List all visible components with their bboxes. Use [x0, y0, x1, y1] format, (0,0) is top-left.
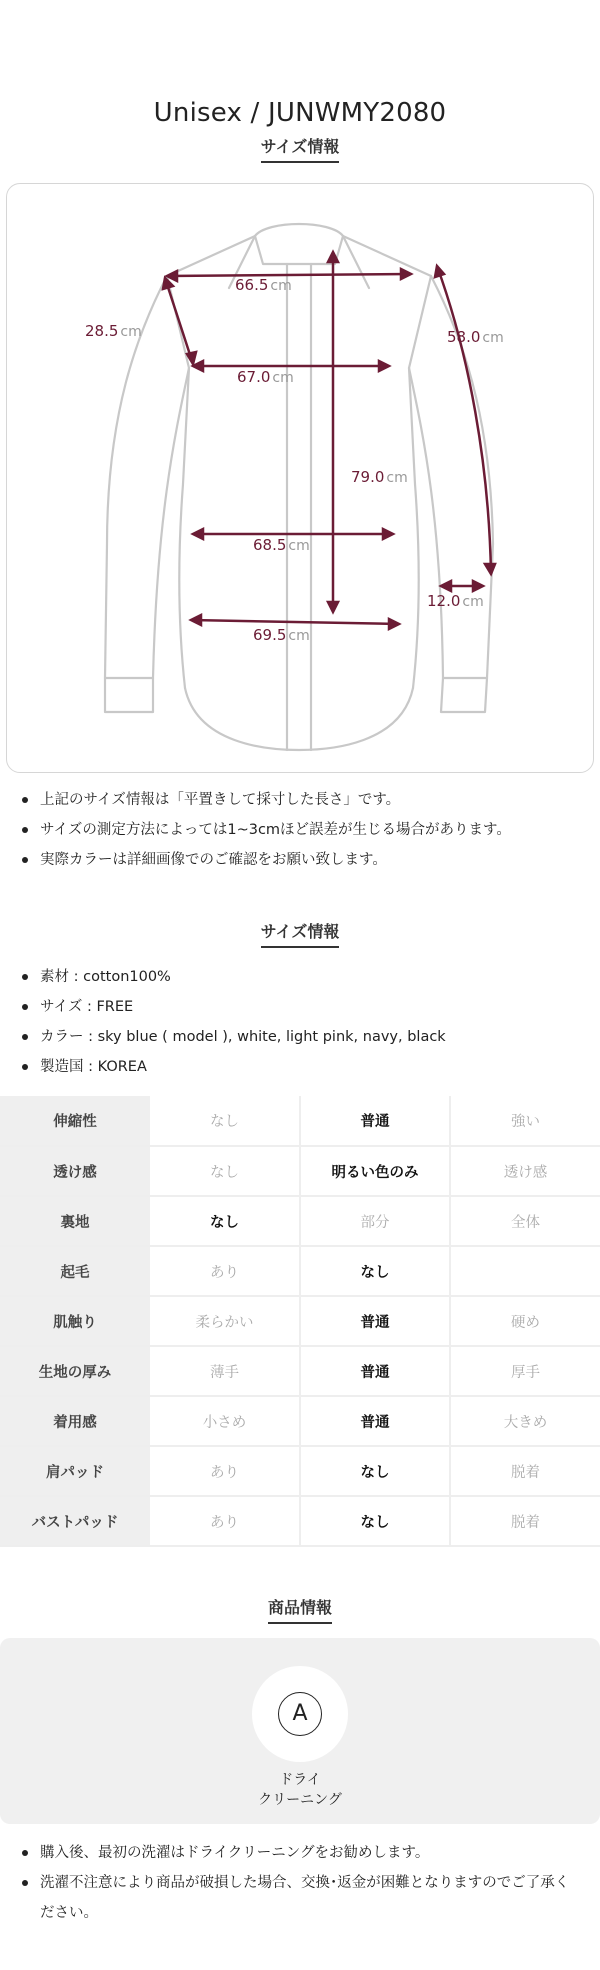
- attribute-label: 肩パッド: [0, 1446, 150, 1496]
- attribute-option: あり: [150, 1246, 300, 1296]
- armhole-measure: 28.5 cm: [85, 322, 142, 340]
- attribute-option: 厚手: [450, 1346, 600, 1396]
- attribute-option: なし: [300, 1246, 450, 1296]
- table-row: [0, 1396, 600, 1446]
- attribute-label: 生地の厚み: [0, 1346, 150, 1396]
- table-row: [0, 1246, 600, 1296]
- spec-heading: サイズ情報: [0, 919, 600, 948]
- list-item: 上記のサイズ情報は「平置きして採寸した長さ」です。: [22, 785, 600, 815]
- size-diagram: [6, 183, 594, 773]
- attribute-option: 脱着: [450, 1446, 600, 1496]
- table-row: [0, 1346, 600, 1396]
- attribute-option: 薄手: [150, 1346, 300, 1396]
- attribute-option: 普通: [300, 1396, 450, 1446]
- list-item: 購入後、最初の洗濯はドライクリーニングをお勧めします。: [22, 1838, 576, 1868]
- attribute-label: 伸縮性: [0, 1096, 150, 1146]
- attribute-option: なし: [150, 1196, 300, 1246]
- table-row: [0, 1096, 600, 1146]
- hem-measure: 69.5 cm: [253, 626, 310, 644]
- attribute-option: なし: [300, 1496, 450, 1546]
- shoulder-measure: 66.5 cm: [235, 276, 292, 294]
- attribute-option: 強い: [450, 1096, 600, 1146]
- table-row: [0, 1146, 600, 1196]
- table-row: [0, 1446, 600, 1496]
- attribute-option: 小さめ: [150, 1396, 300, 1446]
- list-item: サイズ : FREE: [22, 992, 600, 1022]
- attribute-option: 透け感: [450, 1146, 600, 1196]
- attribute-option: 明るい色のみ: [300, 1146, 450, 1196]
- sleeve-measure: 58.0 cm: [447, 328, 504, 346]
- attribute-option: なし: [150, 1146, 300, 1196]
- attribute-label: 肌触り: [0, 1296, 150, 1346]
- care-label: ドライ クリーニング: [258, 1772, 342, 1808]
- attribute-option: 部分: [300, 1196, 450, 1246]
- attribute-option: 脱着: [450, 1496, 600, 1546]
- attribute-label: 透け感: [0, 1146, 150, 1196]
- attribute-option: なし: [150, 1096, 300, 1146]
- attribute-label: 着用感: [0, 1396, 150, 1446]
- table-row: [0, 1296, 600, 1346]
- attribute-table: [0, 1096, 600, 1547]
- attribute-option: 全体: [450, 1196, 600, 1246]
- waist-measure: 68.5 cm: [253, 536, 310, 554]
- attribute-label: バストパッド: [0, 1496, 150, 1546]
- list-item: 洗濯不注意により商品が破損した場合、交換･返金が困難となりますのでご了承ください。: [22, 1868, 576, 1928]
- table-row: [0, 1496, 600, 1546]
- length-measure: 79.0 cm: [351, 468, 408, 486]
- care-notes: [0, 1838, 600, 1928]
- attribute-option: 大きめ: [450, 1396, 600, 1446]
- table-row: [0, 1196, 600, 1246]
- attribute-option: 普通: [300, 1346, 450, 1396]
- shirt-sketch: [7, 184, 595, 774]
- attribute-option: なし: [300, 1446, 450, 1496]
- list-item: 実際カラーは詳細画像でのご確認をお願い致します。: [22, 845, 600, 875]
- attribute-option: 硬め: [450, 1296, 600, 1346]
- attribute-option: 普通: [300, 1096, 450, 1146]
- attribute-label: 起毛: [0, 1246, 150, 1296]
- product-info-heading: 商品情報: [0, 1595, 600, 1624]
- list-item: サイズの測定方法によっては1~3cmほど誤差が生じる場合があります。: [22, 815, 600, 845]
- attribute-option: あり: [150, 1446, 300, 1496]
- attribute-option: 柔らかい: [150, 1296, 300, 1346]
- attribute-label: 裏地: [0, 1196, 150, 1246]
- attribute-option: 普通: [300, 1296, 450, 1346]
- spec-list: [0, 962, 600, 1088]
- cuff-measure: 12.0 cm: [427, 592, 484, 610]
- list-item: 素材 : cotton100%: [22, 962, 600, 992]
- attribute-option: [450, 1246, 600, 1296]
- size-notes: [0, 785, 600, 875]
- list-item: 製造国 : KOREA: [22, 1052, 600, 1082]
- care-panel: [0, 1638, 600, 1824]
- list-item: カラー : sky blue ( model ), white, light pink, navy, black: [22, 1022, 600, 1052]
- size-info-heading: サイズ情報: [0, 134, 600, 163]
- product-title: Unisex / JUNWMY2080: [153, 98, 447, 128]
- chest-measure: 67.0 cm: [237, 368, 294, 386]
- attribute-option: あり: [150, 1496, 300, 1546]
- dry-cleaning-icon: A: [252, 1666, 348, 1762]
